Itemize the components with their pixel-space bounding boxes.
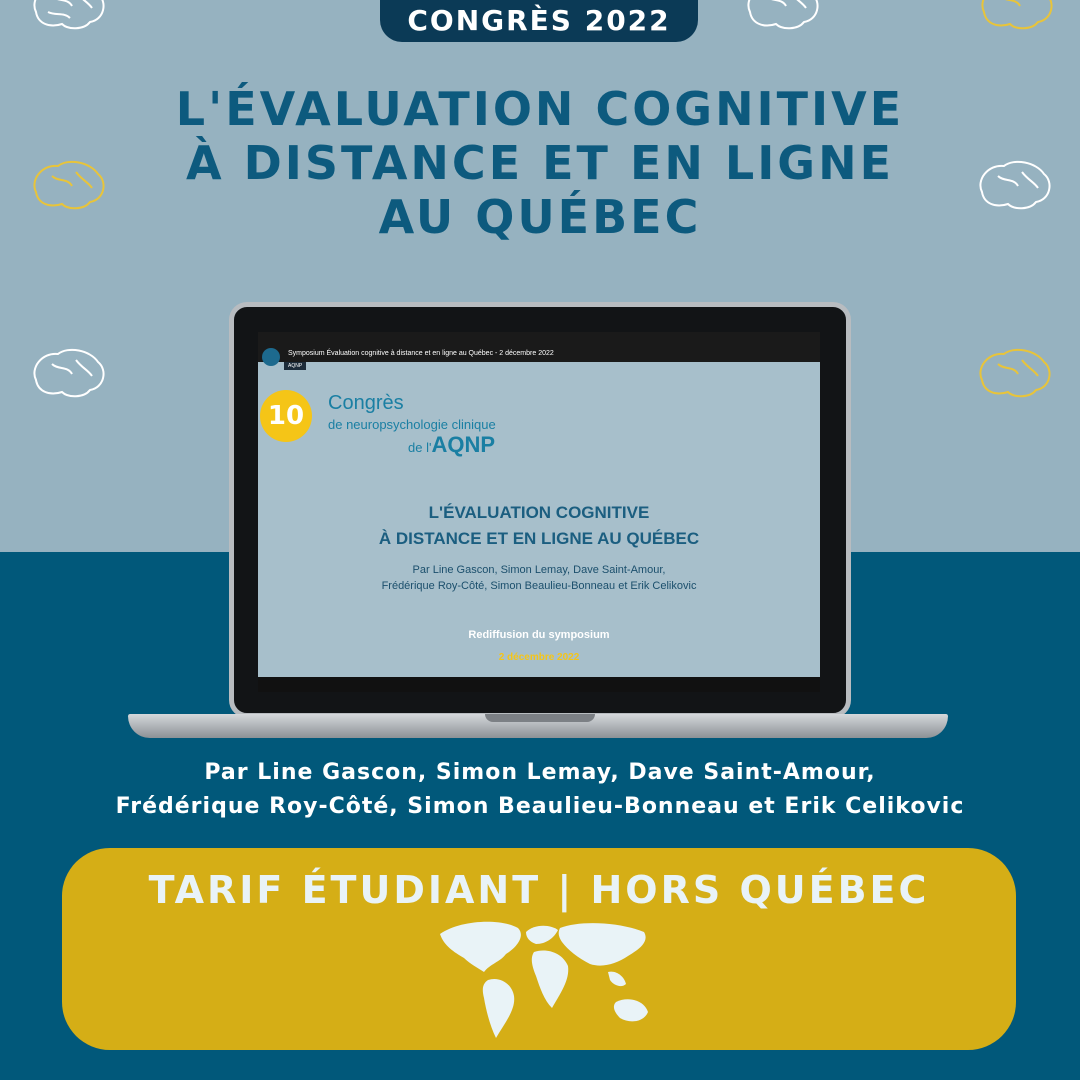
world-map-icon <box>430 914 656 1044</box>
title-line: L'ÉVALUATION COGNITIVE <box>175 82 905 136</box>
congres-subtitle: de neuropsychologie clinique <box>328 417 496 432</box>
brain-icon <box>28 346 108 402</box>
channel-avatar[interactable] <box>262 348 280 366</box>
authors-line: Par Line Gascon, Simon Lemay, Dave Saint-Amour, <box>204 760 876 785</box>
screen-title-line: À DISTANCE ET EN LIGNE AU QUÉBEC <box>378 529 700 548</box>
org-prefix: de l' <box>408 440 432 455</box>
rediffusion-date: 2 décembre 2022 <box>498 652 580 663</box>
title-line: AU QUÉBEC <box>378 190 702 244</box>
org-logo <box>408 432 495 458</box>
edition-badge: 10 <box>260 390 312 442</box>
laptop-notch <box>485 714 595 722</box>
rediffusion-label: Rediffusion du symposium <box>468 629 610 641</box>
pricing-label: TARIF ÉTUDIANT | HORS QUÉBEC <box>148 868 930 912</box>
authors-line: Frédérique Roy-Côté, Simon Beaulieu-Bonneau et Erik Celikovic <box>115 794 965 819</box>
screen-authors-line: Par Line Gascon, Simon Lemay, Dave Saint-Amour, <box>412 564 666 576</box>
congres-label: Congrès <box>328 392 404 414</box>
brain-icon <box>974 346 1054 402</box>
screen-authors-line: Frédérique Roy-Côté, Simon Beaulieu-Bonneau et Erik Celikovic <box>381 580 697 592</box>
screen-title <box>258 500 820 552</box>
brain-icon <box>742 0 822 34</box>
screen-authors <box>258 562 820 594</box>
event-pill: CONGRÈS 2022 <box>380 0 698 42</box>
video-title[interactable]: Symposium Évaluation cognitive à distance et en ligne au Québec - 2 décembre 2022 <box>288 350 554 357</box>
video-controls-bar[interactable] <box>258 677 820 692</box>
org-name: AQNP <box>431 432 496 457</box>
video-screen[interactable] <box>258 332 820 692</box>
brain-icon <box>976 0 1056 34</box>
page-title <box>80 82 1000 244</box>
screen-title-line: L'ÉVALUATION COGNITIVE <box>428 503 650 522</box>
title-line: À DISTANCE ET EN LIGNE <box>185 136 894 190</box>
brain-icon <box>28 0 108 34</box>
pricing-card[interactable] <box>62 848 1016 1050</box>
channel-tag: AQNP <box>284 362 306 370</box>
video-title-bar <box>258 332 820 362</box>
authors <box>20 756 1060 824</box>
